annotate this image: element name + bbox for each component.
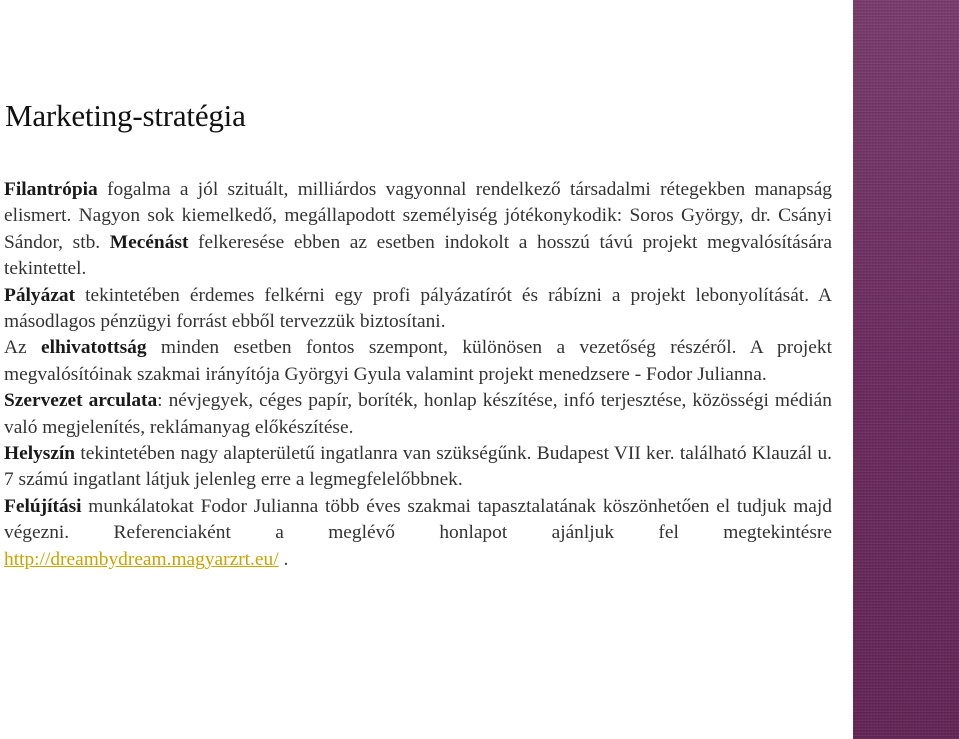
paragraph-text: : névjegyek, céges papír, boríték, honlap készítése, infó terjesztése, közösségi médián való megjelenítés, reklámanyag előkészítése. — [4, 390, 832, 438]
term-mecenast: Mecénást — [109, 231, 189, 253]
body-text — [4, 177, 832, 573]
term-palyazat: Pályázat — [4, 284, 76, 306]
decorative-side-bar — [853, 0, 959, 739]
paragraph-palyazat — [4, 283, 832, 336]
website-link[interactable]: http://dreambydream.magyarzrt.eu/ — [4, 548, 279, 570]
paragraph-text: Az — [4, 337, 41, 359]
term-elhivatottsag: elhivatottság — [40, 337, 147, 359]
paragraph-elhivatottsag — [4, 335, 832, 388]
paragraph-felujitas — [4, 494, 832, 573]
page-title: Marketing-stratégia — [5, 98, 246, 133]
term-szervezet-arculata: Szervezet arculata — [4, 390, 158, 412]
paragraph-text: . — [278, 548, 289, 570]
paragraph-helyszin — [4, 441, 832, 494]
paragraph-text: tekintetében érdemes felkérni egy profi pályázatírót és rábízni a projekt lebonyolítását. A másodlagos pénzügyi forrást ebből tervezzük biztosítani. — [4, 284, 832, 333]
paragraph-arculat — [4, 388, 832, 441]
paragraph-filantropia — [4, 177, 832, 283]
paragraph-text: tekintetében nagy alapterületű ingatlanra van szükségűnk. Budapest VII ker. található Klauzál u. 7 számú ingatlant látjuk jelenleg erre a legmegfelelőbbnek. — [4, 443, 832, 491]
term-filantropia: Filantrópia — [4, 179, 98, 200]
paragraph-text: felkeresése ebben az esetben indokolt a hosszú távú projekt megvalósítására tekintettel. — [4, 231, 832, 280]
term-felujitasi: Felújítási — [4, 495, 82, 517]
paragraph-text: munkálatokat Fodor Julianna több éves szakmai tapasztalatának köszönhetően el tudjuk majd végezni. Referenciaként a meglévő honlapot ajánljuk fel megtekintésre — [4, 495, 832, 544]
term-helyszin: Helyszín — [4, 443, 76, 465]
paragraph-text: minden esetben fontos szempont, különösen a vezetőség részéről. A projekt megvalósítóinak szakmai irányítója Györgyi Gyula valamint projekt menedzsere - Fodor Julianna. — [4, 337, 832, 385]
paragraph-text: fogalma a jól szituált, milliárdos vagyonnal rendelkező társadalmi rétegekben manapság elismert. Nagyon sok kiemelkedő, megállapodott személyiség jótékonykodik: Soros György, dr. Csányi Sándor, stb. — [4, 179, 832, 253]
